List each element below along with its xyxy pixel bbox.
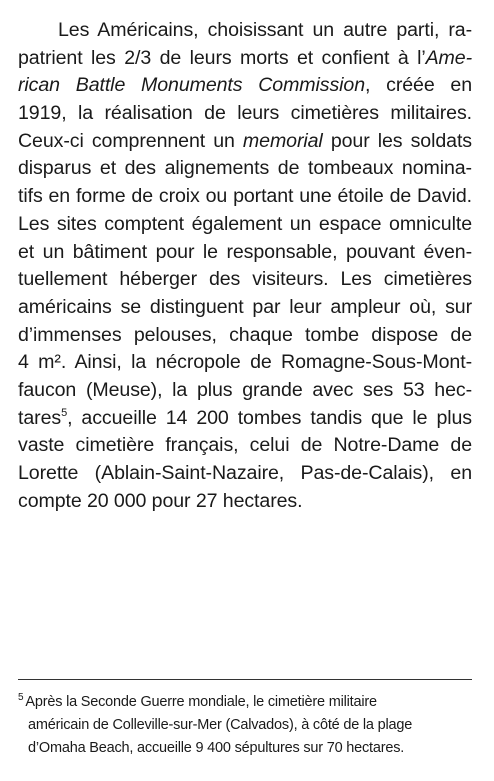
text-segment: d’immenses pelouses, chaque tombe dispose de	[18, 323, 472, 346]
text-segment: , accueille 14 200 tombes tandis que le plus	[67, 406, 472, 429]
text-line	[18, 17, 472, 45]
text-line	[18, 432, 472, 460]
text-segment: pour les soldats	[322, 129, 472, 152]
text-line	[18, 100, 472, 128]
footnote-reference: 5	[61, 406, 68, 419]
text-segment: Les sites comptent également un espace omniculte	[18, 212, 472, 235]
text-segment: tares	[18, 406, 62, 429]
text-segment: tuellement héberger des visiteurs. Les cimetières	[18, 268, 472, 291]
body-paragraph	[18, 17, 472, 515]
text-line	[18, 349, 472, 377]
text-segment: 4 m². Ainsi, la nécropole de Romagne-Sous-Mont-	[18, 351, 472, 374]
text-line	[18, 322, 472, 350]
text-line	[18, 405, 472, 433]
footnote-line	[18, 691, 472, 714]
footnote	[18, 691, 472, 760]
footnote-number: 5	[18, 692, 24, 703]
text-line	[18, 294, 472, 322]
text-segment: Ceux-ci comprennent un	[18, 129, 243, 152]
text-segment: 1919, la réalisation de leurs cimetières militaires.	[18, 102, 472, 125]
text-segment: faucon (Meuse), la plus grande avec ses 53 hec-	[18, 378, 472, 401]
text-segment: et un bâtiment pour le responsable, pouvant éven-	[18, 240, 472, 263]
text-line	[18, 72, 472, 100]
text-line	[18, 211, 472, 239]
text-line	[18, 377, 472, 405]
text-segment: américains se distinguent par leur ampleur où, sur	[18, 295, 472, 318]
text-line	[18, 239, 472, 267]
text-segment: Les Américains, choisissant un autre parti, ra-	[58, 19, 472, 41]
text-line	[18, 266, 472, 294]
text-line	[18, 460, 472, 488]
italic-text: Ame-	[425, 46, 472, 69]
text-segment: vaste cimetière français, celui de Notre-Dame de	[18, 434, 472, 457]
text-segment: tifs en forme de croix ou portant une étoile de David.	[18, 185, 472, 208]
footnote-text: Après la Seconde Guerre mondiale, le cimetière militaire	[25, 694, 377, 710]
text-line	[18, 45, 472, 73]
text-segment: , créée en	[365, 74, 472, 97]
text-segment: Lorette (Ablain-Saint-Nazaire, Pas-de-Calais), en	[18, 462, 472, 484]
italic-text: rican Battle Monuments Commission	[18, 74, 366, 97]
footnote-line: d’Omaha Beach, accueille 9 400 sépultures sur 70 hectares.	[28, 740, 405, 756]
text-segment: compte 20 000 pour 27 hectares.	[18, 489, 303, 512]
text-segment: patrient les 2/3 de leurs morts et confient à l’	[18, 46, 426, 69]
footnote-line: américain de Colleville-sur-Mer (Calvados), à côté de la plage	[28, 717, 413, 733]
footnote-separator	[18, 679, 472, 680]
text-line	[18, 488, 472, 516]
text-segment: disparus et des alignements de tombeaux nomina-	[18, 157, 472, 180]
italic-text: memorial	[242, 129, 323, 152]
text-line	[18, 183, 472, 211]
text-line	[18, 128, 472, 156]
text-line	[18, 155, 472, 183]
